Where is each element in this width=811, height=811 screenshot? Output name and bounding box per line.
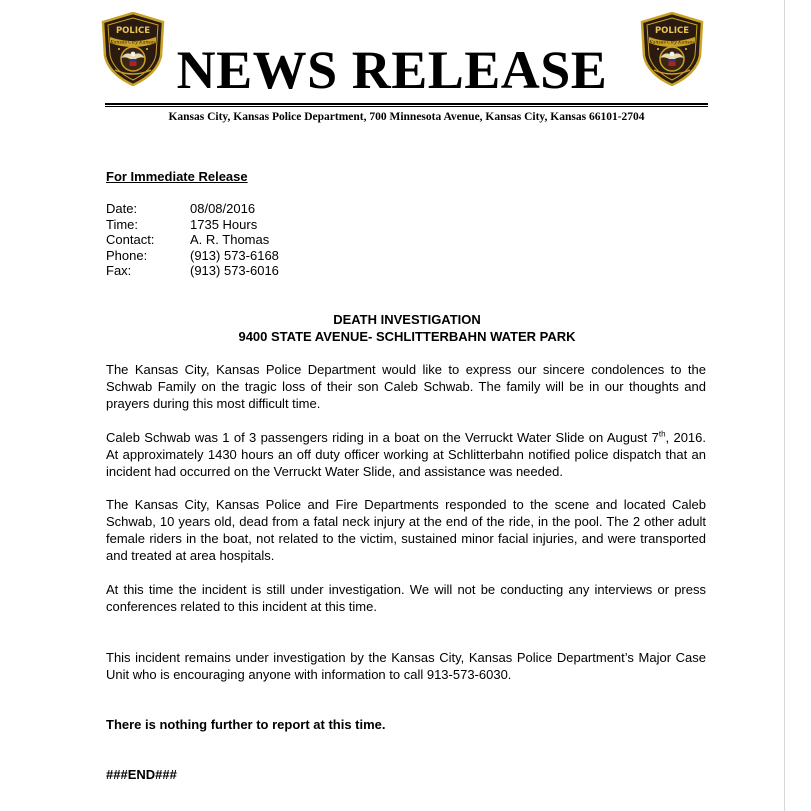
release-label: For Immediate Release [106,169,248,184]
meta-row-date [106,201,279,217]
heading-line-2: 9400 STATE AVENUE- SCHLITTERBAHN WATER PARK [238,329,576,344]
badge-ribbon-text: Kansas City Kansas [110,40,156,46]
meta-value: A. R. Thomas [190,232,270,247]
meta-label: Fax: [106,263,132,278]
page-edge-divider [784,0,785,811]
badge-top-text: POLICE [115,26,151,36]
meta-row-contact [106,232,279,248]
meta-value: 08/08/2016 [190,201,256,216]
paragraph-major-case-unit: This incident remains under investigation by the Kansas City, Kansas Police Department’s Major Case Unit who is encouraging anyone with information to call 913-573-6030. [106,650,706,682]
meta-label: Phone: [106,247,148,263]
paragraph-incident-part1: Caleb Schwab was 1 of 3 passengers riding in a boat on the Verruckt Water Slide on August 7 [106,430,659,445]
release-meta [106,201,279,279]
meta-row-phone [106,248,279,264]
paragraph-condolences: The Kansas City, Kansas Police Department would like to express our sincere condolences to the Schwab Family on the tragic loss of their son Caleb Schwab. The family will be in our thoughts and prayers during this most difficult time. [106,362,706,411]
meta-value: (913) 573-6168 [190,247,279,263]
release-heading [106,311,708,345]
paragraph-incident [106,429,706,480]
masthead-title: NEWS RELEASE [176,40,608,100]
paragraph-response: The Kansas City, Kansas Police and Fire Departments responded to the scene and located Caleb Schwab, 10 years old, dead from a fatal neck injury at the end of the ride, in the pool. The 2 other adult female riders in the boat, not related to the victim, sustained minor facial injuries, and were transported and treated at area hospitals. [106,497,706,563]
paragraph-investigation: At this time the incident is still under investigation. We will not be conducting any interviews or press conferences related to this incident at this time. [106,582,706,614]
heading-line-1: DEATH INVESTIGATION [333,312,481,327]
badge-top-text: POLICE [654,26,690,36]
meta-row-fax [106,263,279,279]
paragraph-incident-part2: , 2016. At approximately 1430 hours an off duty officer working at Schlitterbahn notified police dispatch that an incident had occurred on the Verruckt Water Slide, and assistance was needed. [106,430,706,479]
meta-value: 1735 Hours [190,216,258,232]
closing-statement: There is nothing further to report at this time. [106,717,386,732]
meta-value: (913) 573-6016 [190,263,279,278]
meta-label: Date: [106,201,138,216]
masthead-rule-thin [105,106,708,107]
department-address: Kansas City, Kansas Police Department, 700 Minnesota Avenue, Kansas City, Kansas 66101-2704 [168,111,645,123]
end-marker: ###END### [106,767,177,782]
meta-label: Time: [106,216,139,232]
masthead-rule [105,103,708,105]
badge-ribbon-text: Kansas City Kansas [649,40,695,46]
meta-row-time [106,217,279,233]
meta-label: Contact: [106,232,155,247]
date-ordinal-suffix: th [658,429,666,439]
